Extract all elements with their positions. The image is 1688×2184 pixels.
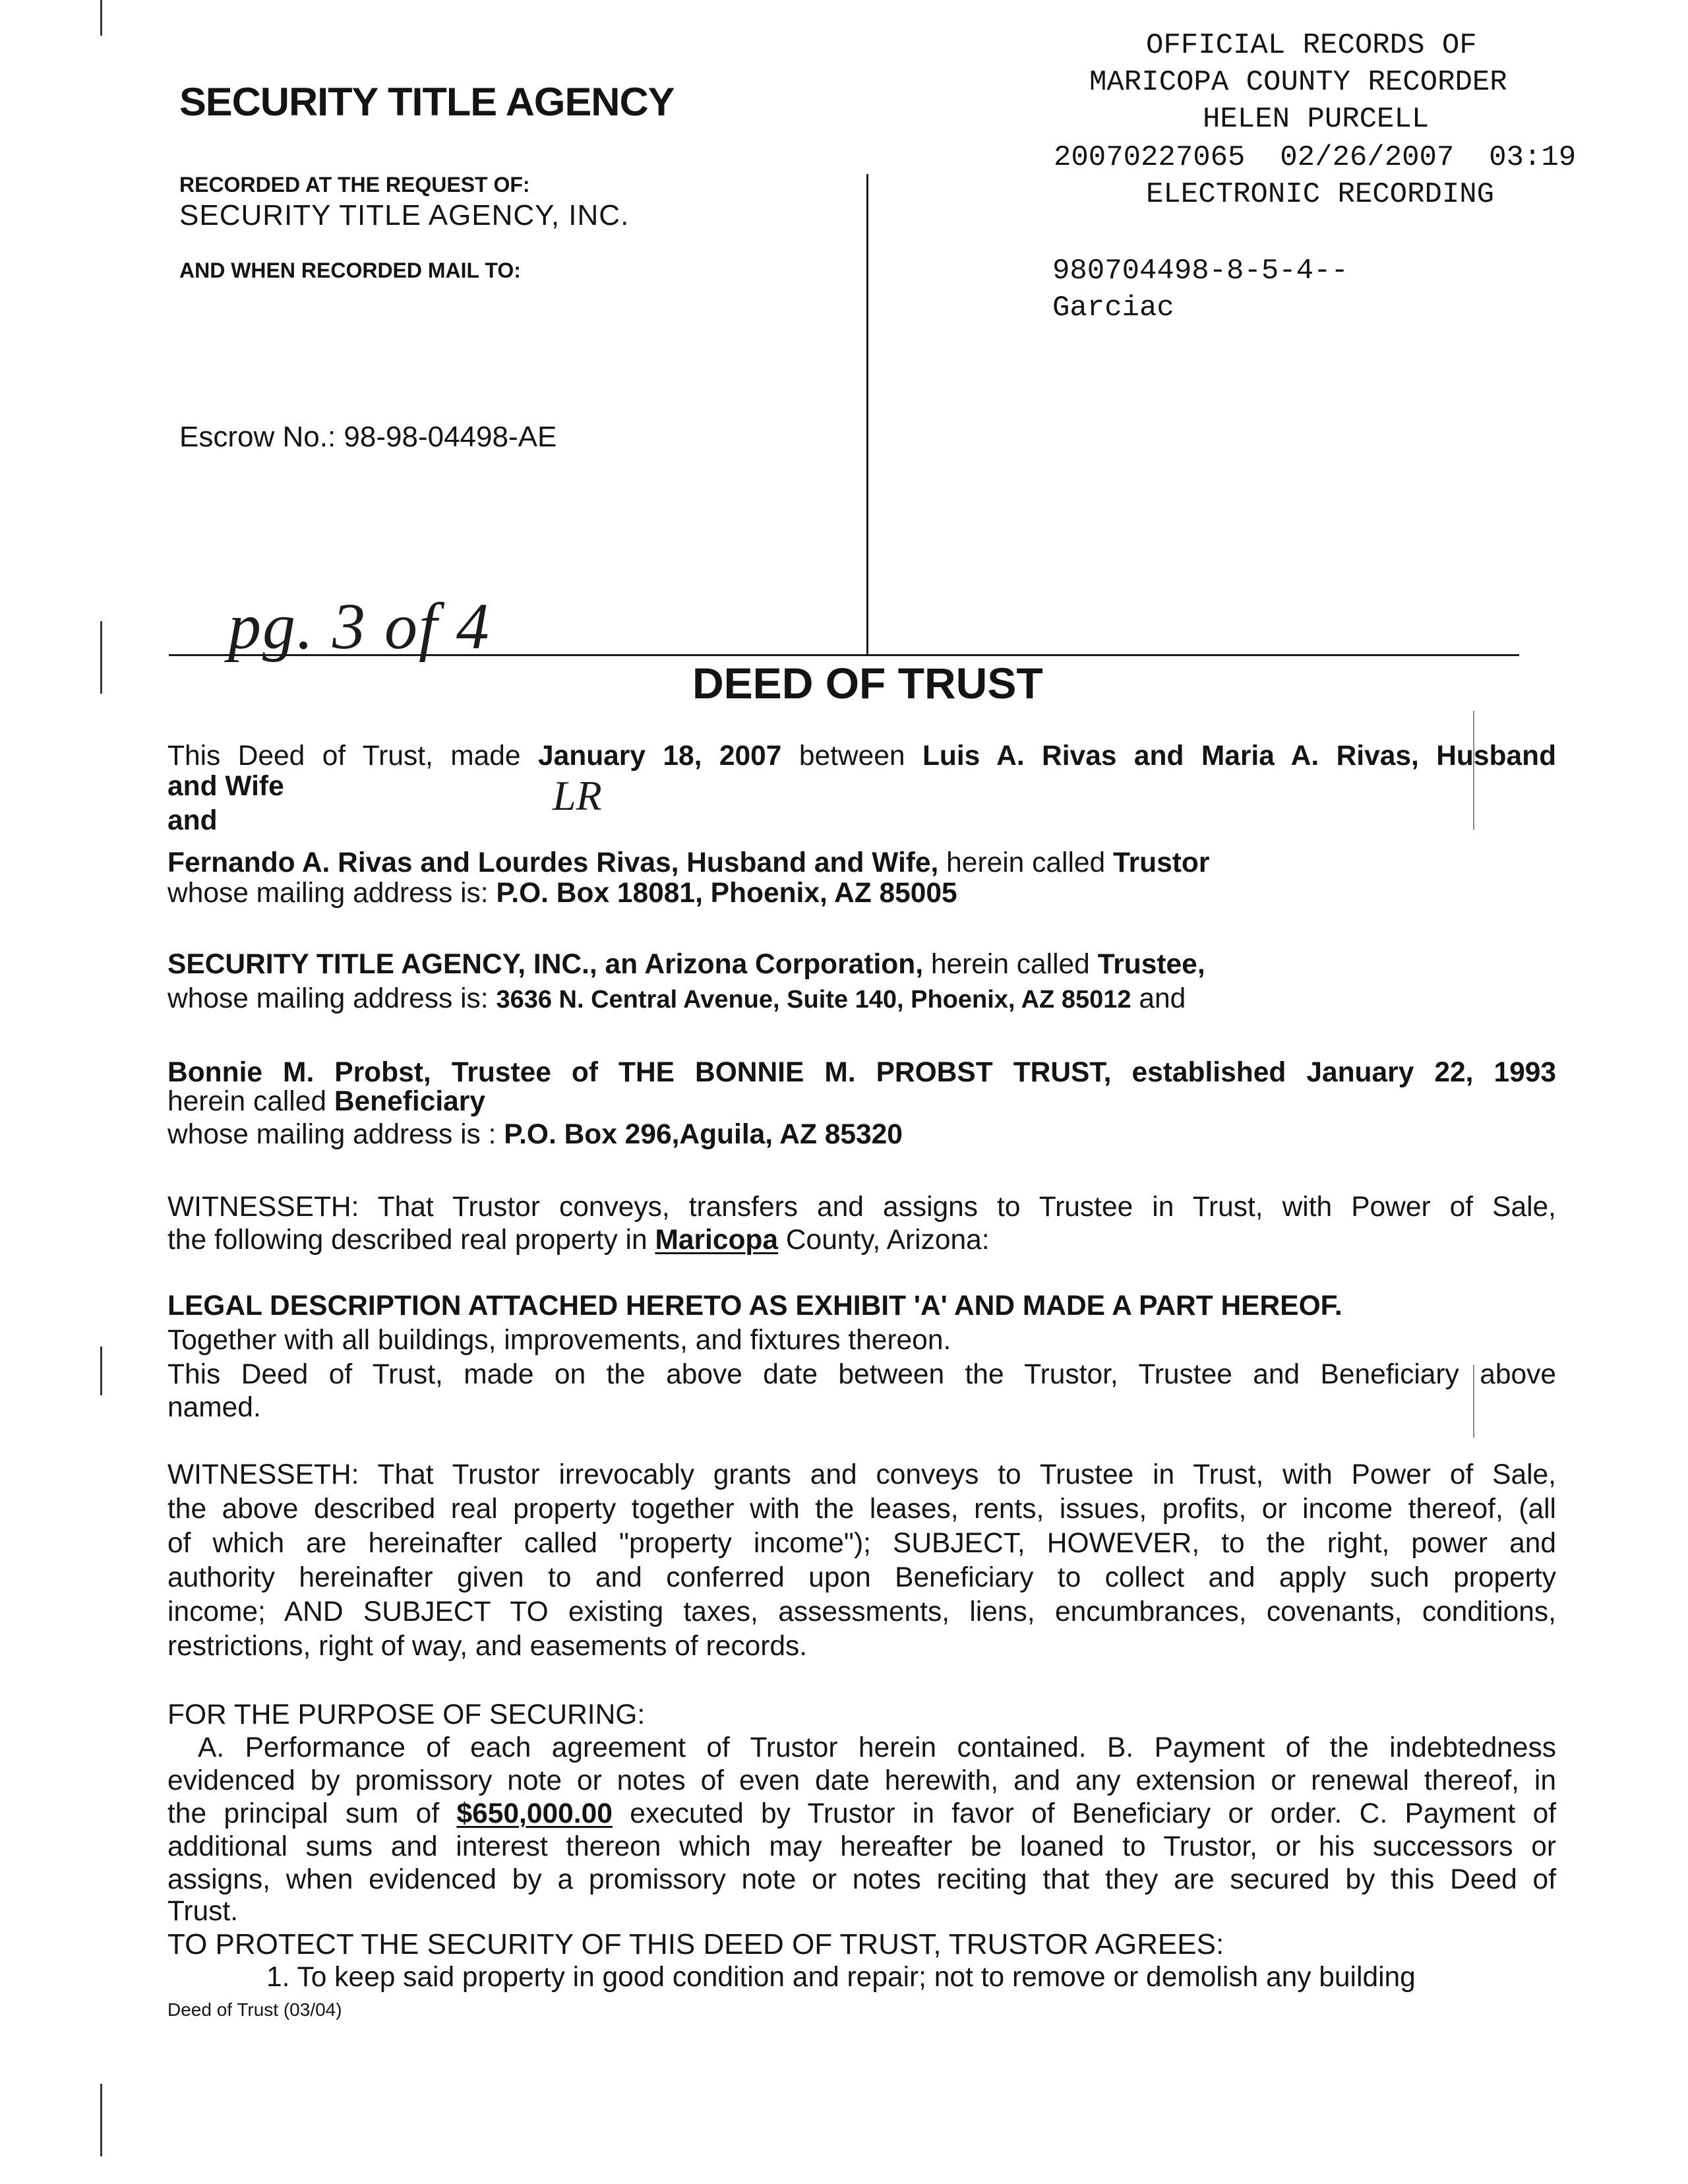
beneficiary-line [167,1056,1556,1089]
legal-line-1: Together with all buildings, improvements, and fixtures thereon. [167,1325,951,1356]
handwritten-initials: LR [553,772,602,819]
protect-heading: TO PROTECT THE SECURITY OF THIS DEED OF TRUST, TRUSTOR AGREES: [167,1928,1224,1960]
trustor-address-line: whose mailing address is: P.O. Box 18081, Phoenix, AZ 85005 [167,878,957,909]
recorder-line-county: MARICOPA COUNTY RECORDER [1089,66,1507,99]
recorder-line-official-records: OFFICIAL RECORDS OF [1146,29,1477,62]
recorder-reference: 980704498-8-5-4-- [1052,255,1348,288]
witness2-line-6: restrictions, right of way, and easements of records. [167,1631,808,1662]
beneficiary-label-line: herein called Beneficiary [167,1086,485,1117]
parties-and: and [167,805,218,836]
mail-to-label: AND WHEN RECORDED MAIL TO: [179,258,521,282]
recorder-line-electronic: ELECTRONIC RECORDING [1146,178,1495,211]
handwritten-page-note: pg. 3 of 4 [228,590,491,663]
beneficiary-name: Bonnie M. Probst, Trustee of THE BONNIE M. PROBST TRUST, established January 22, 1993 [167,1057,1556,1088]
beneficiary-address-line: whose mailing address is : P.O. Box 296,Aguila, AZ 85320 [167,1119,903,1150]
witness2-line-4: authority hereinafter given to and conferred upon Beneficiary to collect and apply such property [167,1562,1556,1593]
purpose-line-3: the principal sum of $650,000.00 executed by Trustor in favor of Beneficiary or order. C. Payment of [167,1798,1557,1829]
legal-line-3: named. [167,1392,261,1423]
protect-item-1: 1. To keep said property in good condition and repair; not to remove or demolish any building [266,1962,1416,1993]
trustee-address-line: whose mailing address is: 3636 N. Central Avenue, Suite 140, Phoenix, AZ 85012 and [167,983,1186,1014]
beneficiary-label: Beneficiary [334,1086,485,1117]
scan-mark [100,1347,102,1395]
beneficiary-address: P.O. Box 296,Aguila, AZ 85320 [504,1119,903,1150]
escrow-number: 98-98-04498-AE [344,421,557,453]
scan-mark [100,0,102,36]
purpose-line-4: additional sums and interest thereon which may hereafter be loaned to Trustor, or his successors or [167,1831,1556,1862]
trustor-label: Trustor [1112,847,1210,878]
county-name: Maricopa [655,1225,779,1256]
trustee-label: Trustee, [1097,949,1205,980]
legal-description-heading: LEGAL DESCRIPTION ATTACHED HERETO AS EXHIBIT 'A' AND MADE A PART HEREOF. [167,1290,1342,1321]
recorder-clerk: Garciac [1052,291,1174,324]
trustee-address: 3636 N. Central Avenue, Suite 140, Phoenix, AZ 85012 [496,986,1131,1014]
escrow-line [179,421,557,454]
witness2-line-3: of which are hereinafter called "property income"); SUBJECT, HOWEVER, to the right, power and [167,1528,1556,1559]
parties-line-2: and Wife [167,771,284,802]
parties-line-3: Fernando A. Rivas and Lourdes Rivas, Husband and Wife, herein called Trustor [167,847,1210,878]
legal-line-2: This Deed of Trust, made on the above date between the Trustor, Trustee and Beneficiary above [167,1359,1556,1390]
trustor-address: P.O. Box 18081, Phoenix, AZ 85005 [496,878,957,909]
header-vertical-divider [866,174,868,655]
witness1-line-1: WITNESSETH: That Trustor conveys, transfers and assigns to Trustee in Trust, with Power of Sale, [167,1192,1556,1223]
trustor-names-1: Luis A. Rivas and Maria A. Rivas, Husband [922,741,1557,772]
witness2-line-2: the above described real property together with the leases, rents, issues, profits, or income thereof, (all [167,1494,1556,1525]
witness1-line-2: the following described real property in Maricopa County, Arizona: [167,1225,990,1256]
trustor-names-2: Fernando A. Rivas and Lourdes Rivas, Husband and Wife, [167,847,939,878]
record-time: 03:19 [1489,141,1577,174]
trustee-line: SECURITY TITLE AGENCY, INC., an Arizona Corporation, herein called Trustee, [167,949,1205,980]
recorded-by-name: SECURITY TITLE AGENCY, INC. [179,199,630,231]
record-date: 02/26/2007 [1280,141,1455,174]
principal-sum: $650,000.00 [456,1798,613,1829]
recorded-at-request-label: RECORDED AT THE REQUEST OF: [179,173,530,197]
record-number: 20070227065 [1054,141,1246,174]
trustee-name: SECURITY TITLE AGENCY, INC., an Arizona Corporation, [167,949,924,980]
scan-mark [100,2084,102,2156]
purpose-line-2: evidenced by promissory note or notes of even date herewith, and any extension or renewal thereof, in [167,1765,1556,1796]
purpose-line-1: A. Performance of each agreement of Trustor herein contained. B. Payment of the indebtedness [198,1732,1556,1763]
purpose-line-5: assigns, when evidenced by a promissory note or notes reciting that they are secured by this Deed of [167,1864,1556,1895]
parties-line-1: This Deed of Trust, made January 18, 2007 between Luis A. Rivas and Maria A. Rivas, Husband [167,741,1557,772]
recorder-line-name: HELEN PURCELL [1203,103,1430,136]
scan-mark [100,621,102,694]
deed-date: January 18, 2007 [537,741,782,772]
agency-logo: SECURITY TITLE AGENCY [179,80,675,124]
recorder-line-record-info [1054,141,1576,174]
escrow-label: Escrow No.: [179,421,336,453]
witness2-line-5: income; AND SUBJECT TO existing taxes, assessments, liens, encumbrances, covenants, conditions, [167,1596,1556,1627]
document-title: DEED OF TRUST [692,659,1043,708]
purpose-heading: FOR THE PURPOSE OF SECURING: [167,1699,646,1730]
witness2-line-1: WITNESSETH: That Trustor irrevocably grants and conveys to Trustee in Trust, with Power of Sale, [167,1459,1556,1490]
form-footer-label: Deed of Trust (03/04) [167,1999,342,2020]
purpose-line-6: Trust. [167,1896,239,1927]
